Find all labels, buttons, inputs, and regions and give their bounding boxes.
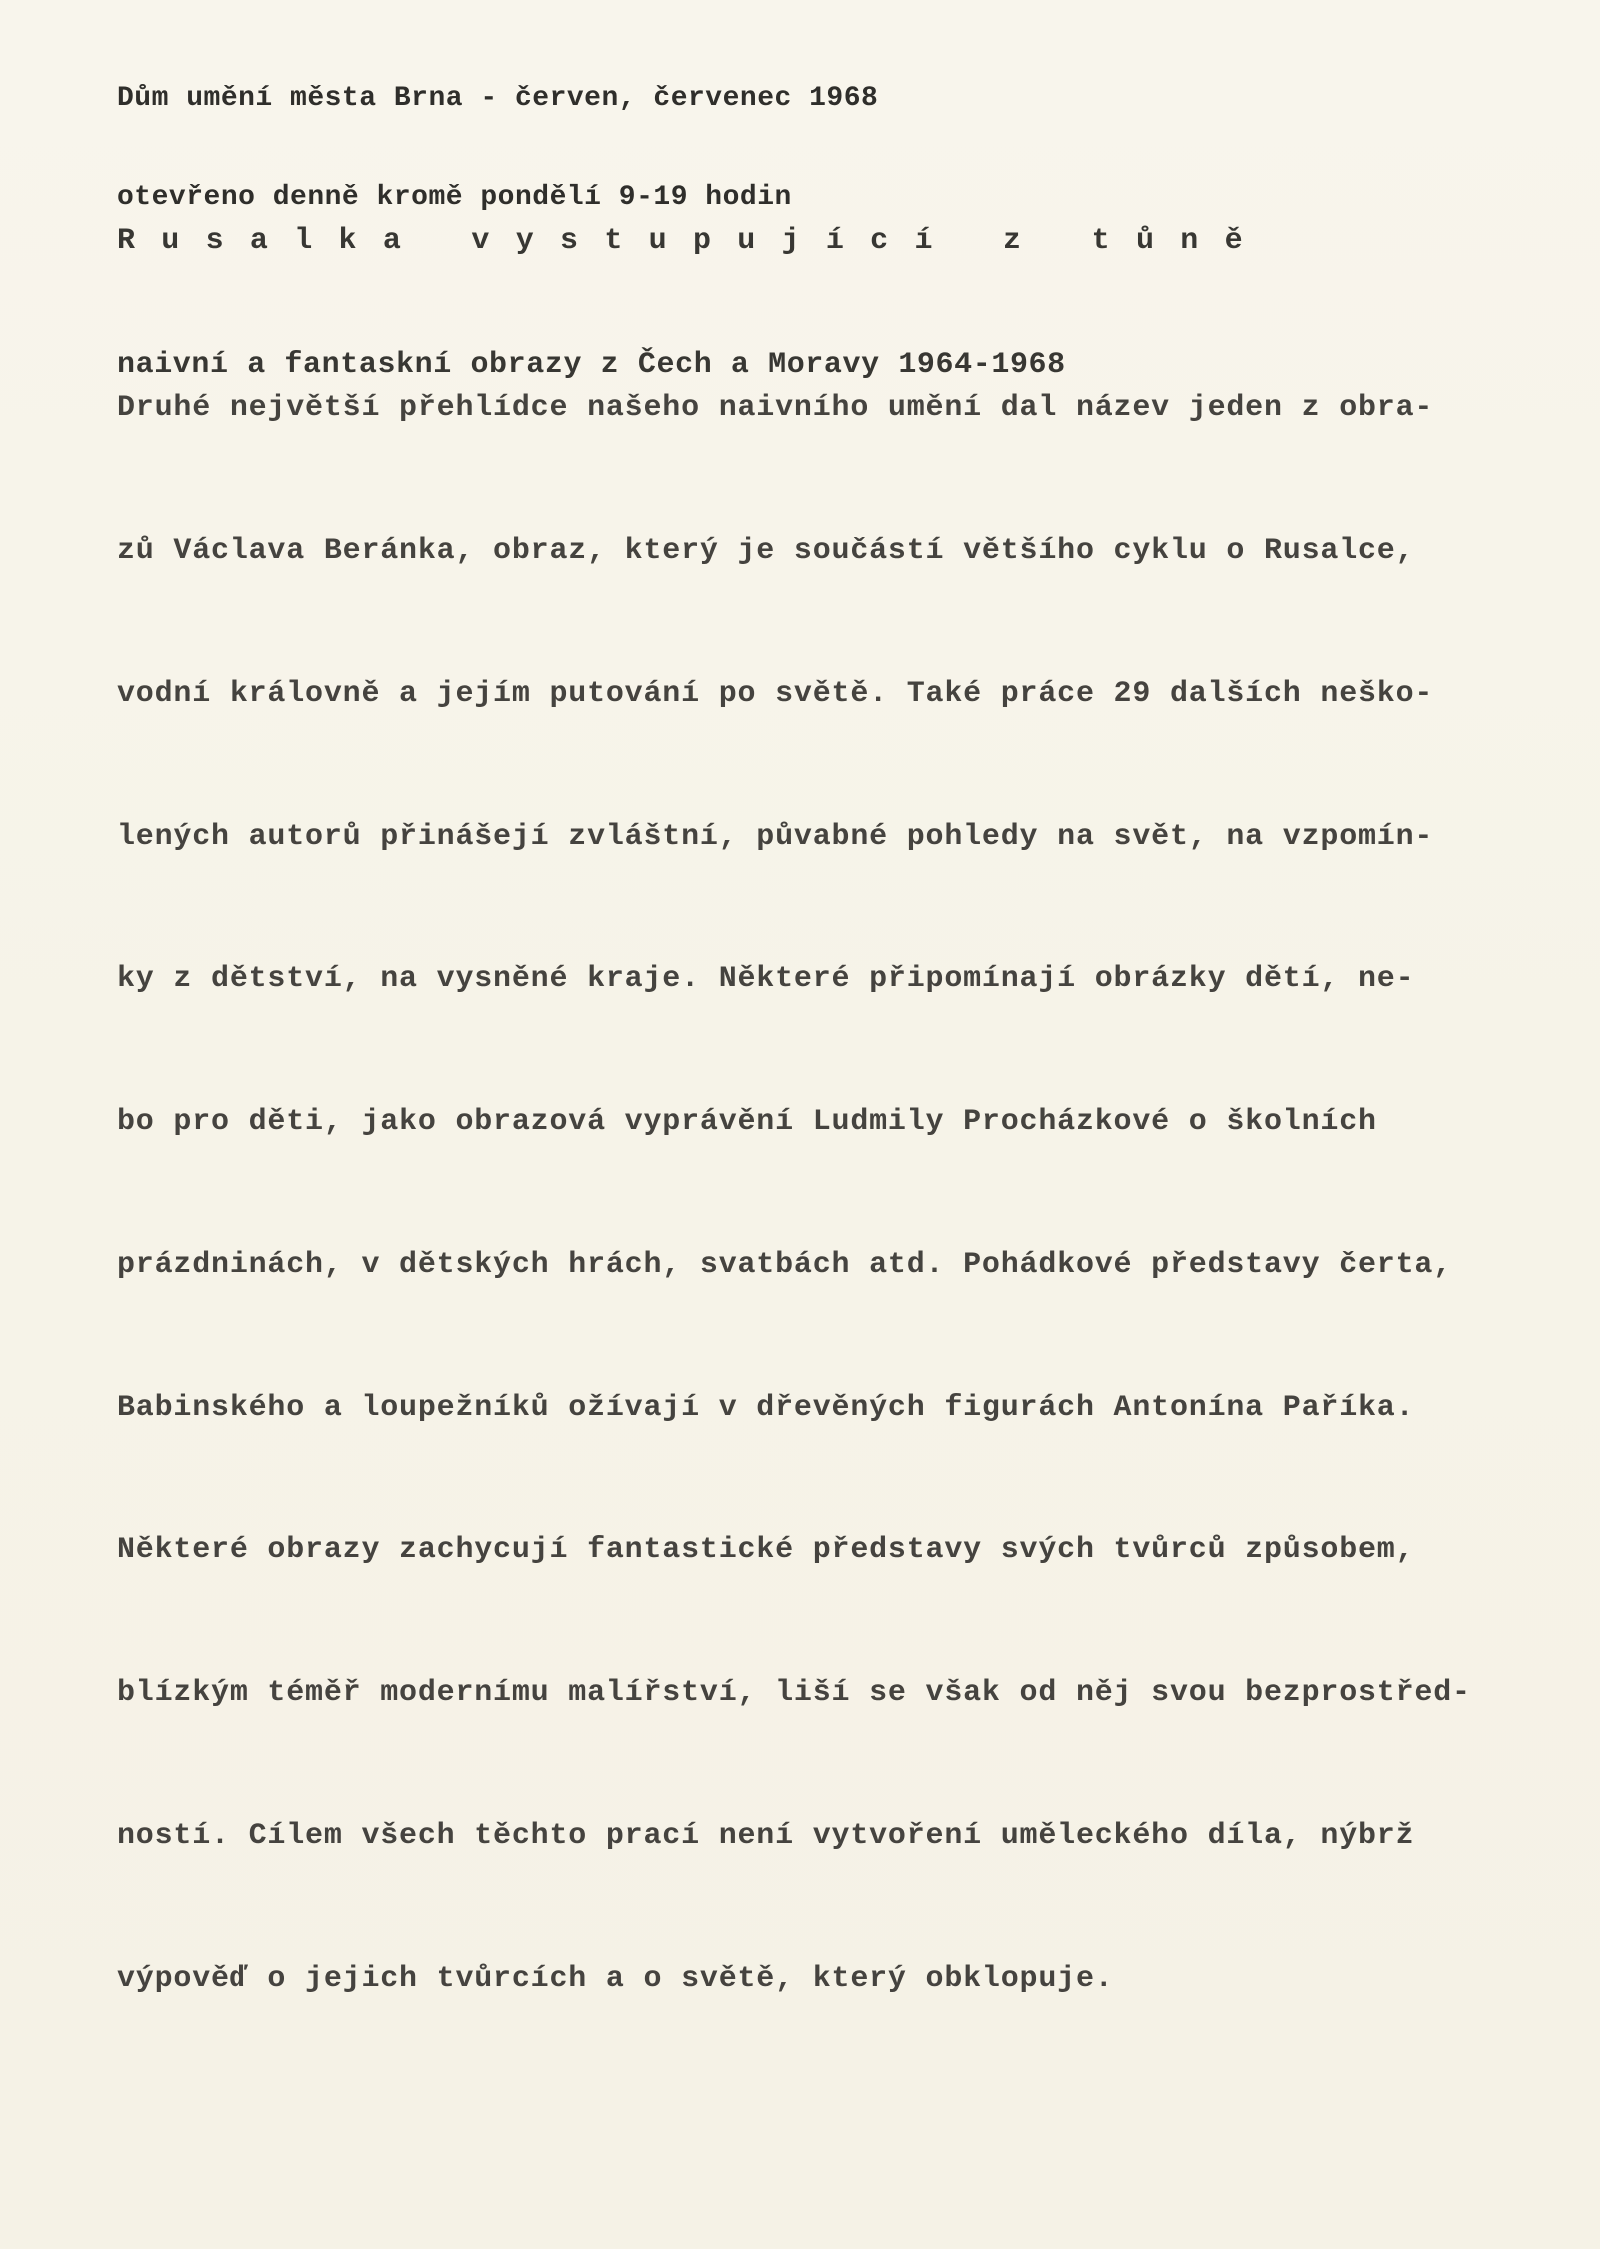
body-line: ky z dětství, na vysněné kraje. Některé připomínají obrázky dětí, ne-: [117, 962, 1415, 997]
body-line: Některé obrazy zachycují fantastické představy svých tvůrců způsobem,: [117, 1533, 1415, 1568]
body-line: Druhé největší přehlídce našeho naivního umění dal název jeden z obra-: [117, 391, 1434, 426]
body-line: Babinského a loupežníků ožívají v dřevěných figurách Antonína Paříka.: [117, 1390, 1415, 1425]
body-line: výpověď o jejich tvůrcích a o světě, který obklopuje.: [117, 1961, 1114, 1996]
body-line: zů Václava Beránka, obraz, který je součástí většího cyklu o Rusalce,: [117, 533, 1415, 568]
body-line: vodní královně a jejím putování po světě. Také práce 29 dalších neško-: [117, 676, 1434, 711]
header-opening-hours: otevřeno denně kromě pondělí 9-19 hodin: [117, 182, 792, 213]
body-line: ností. Cílem všech těchto prací není vytvoření uměleckého díla, nýbrž: [117, 1819, 1415, 1853]
body-line: blízkým téměř modernímu malířství, liší se však od něj svou bezprostřed-: [117, 1676, 1471, 1711]
body-line: bo pro děti, jako obrazová vyprávění Ludmily Procházkové o školních: [117, 1105, 1377, 1140]
exhibition-subtitle: naivní a fantaskní obrazy z Čech a Moravy 1964-1968: [117, 348, 1066, 382]
body-line: prázdninách, v dětských hrách, svatbách atd. Pohádkové představy čerta,: [117, 1247, 1453, 1282]
body-paragraph: [117, 290, 1471, 2099]
body-line: lených autorů přinášejí zvláštní, půvabné pohledy na svět, na vzpomín-: [117, 819, 1434, 854]
header-venue-dates: Dům umění města Brna - červen, červenec 1968: [117, 83, 879, 114]
exhibition-title: Rusalka vystupující z tůně: [117, 224, 1269, 258]
